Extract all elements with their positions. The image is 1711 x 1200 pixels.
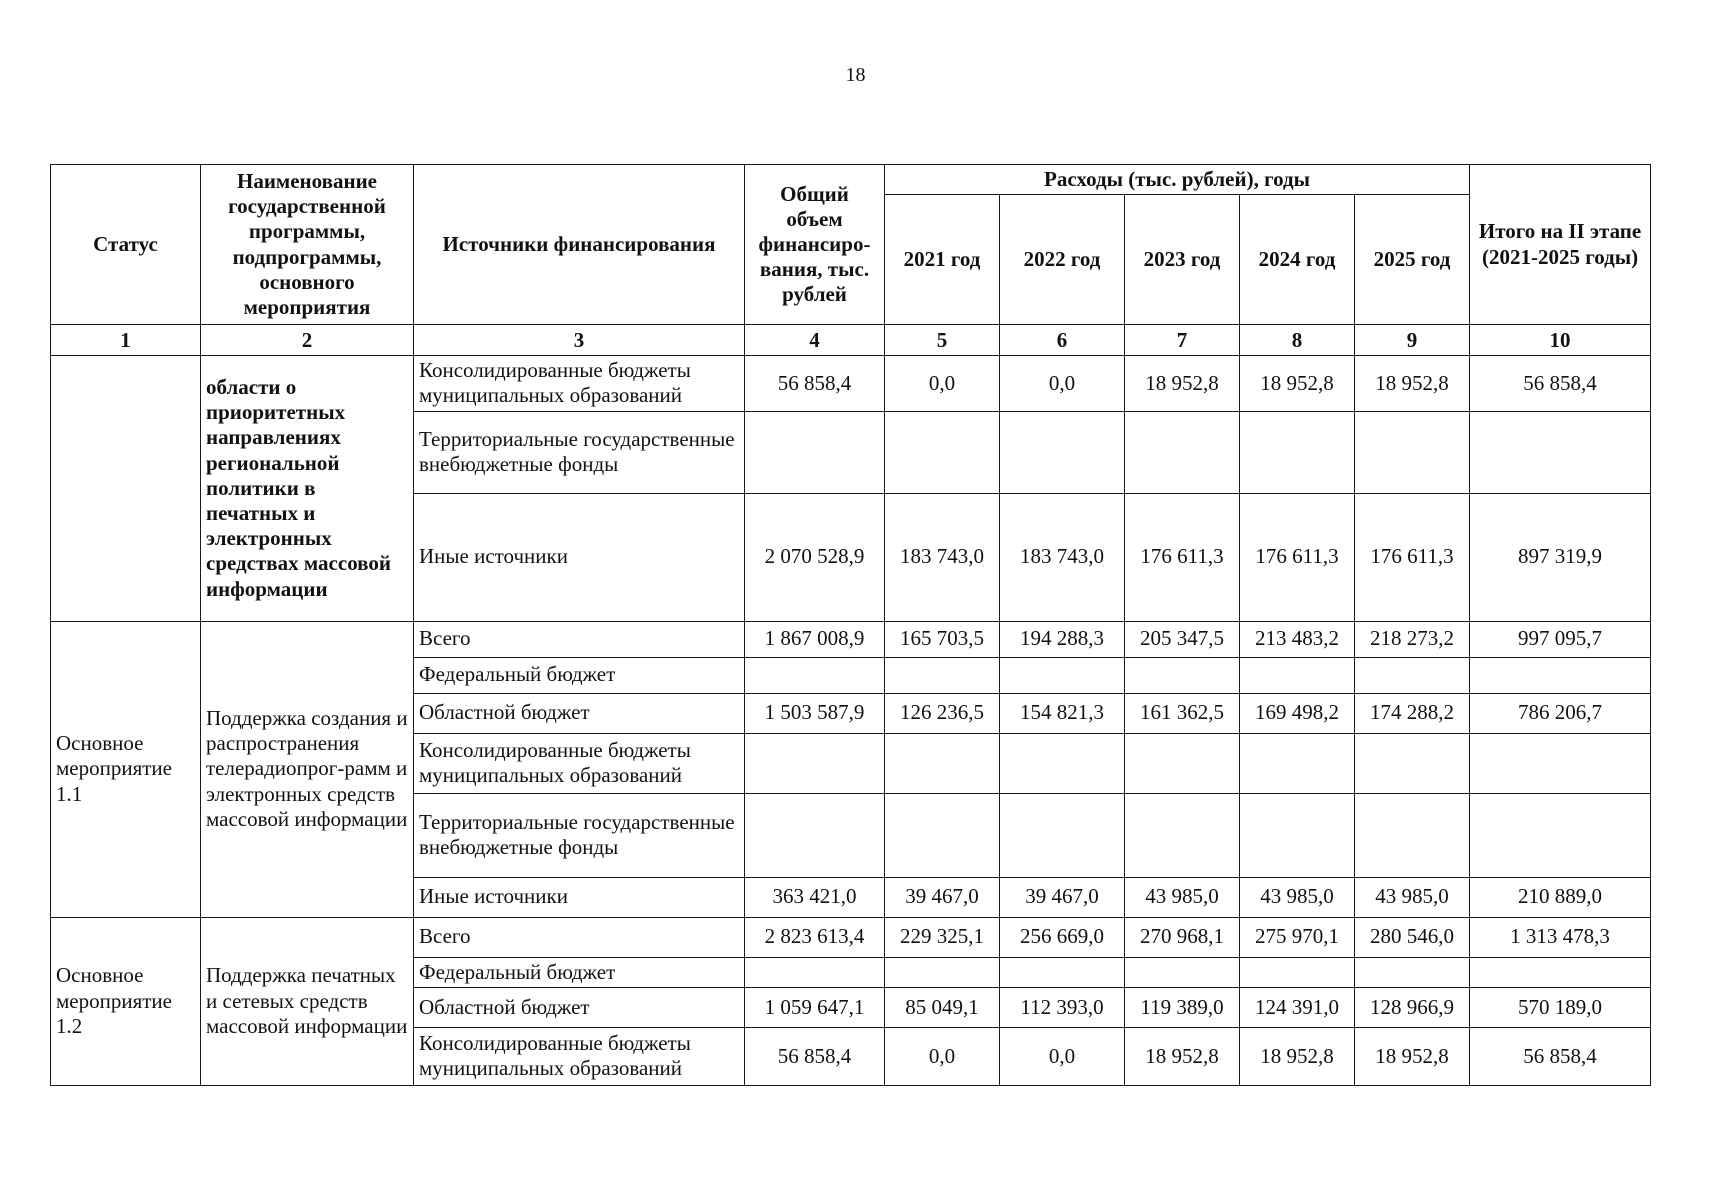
value-cell: 2 823 613,4 (745, 917, 885, 957)
header-stage-total: Итого на II этапе (2021-2025 годы) (1470, 165, 1651, 325)
value-cell (885, 657, 1000, 693)
header-sources: Источники финансирования (414, 165, 745, 325)
source-cell: Консолидированные бюджеты муниципальных образований (414, 1027, 745, 1085)
value-cell: 43 985,0 (1240, 877, 1355, 917)
source-cell: Иные источники (414, 877, 745, 917)
value-cell (885, 733, 1000, 793)
value-cell (745, 411, 885, 493)
value-cell: 56 858,4 (745, 356, 885, 411)
value-cell: 363 421,0 (745, 877, 885, 917)
value-cell: 169 498,2 (1240, 693, 1355, 733)
value-cell: 18 952,8 (1240, 356, 1355, 411)
value-cell: 18 952,8 (1240, 1027, 1355, 1085)
value-cell (1470, 657, 1651, 693)
value-cell: 85 049,1 (885, 987, 1000, 1027)
source-cell: Всего (414, 917, 745, 957)
source-cell: Территориальные государственные внебюджетные фонды (414, 793, 745, 877)
column-number: 1 (51, 325, 201, 356)
header-expenses-group: Расходы (тыс. рублей), годы (885, 165, 1470, 195)
value-cell (1470, 793, 1651, 877)
value-cell: 205 347,5 (1125, 621, 1240, 657)
value-cell: 786 206,7 (1470, 693, 1651, 733)
value-cell (1000, 411, 1125, 493)
value-cell (1000, 957, 1125, 987)
value-cell: 18 952,8 (1355, 1027, 1470, 1085)
source-cell: Областной бюджет (414, 987, 745, 1027)
column-number: 4 (745, 325, 885, 356)
value-cell: 0,0 (1000, 356, 1125, 411)
table-row (51, 356, 1651, 411)
financing-table (50, 164, 1651, 1086)
value-cell (1240, 733, 1355, 793)
table-row (51, 917, 1651, 957)
status-cell (51, 356, 201, 621)
column-number: 9 (1355, 325, 1470, 356)
value-cell: 119 389,0 (1125, 987, 1240, 1027)
value-cell: 1 867 008,9 (745, 621, 885, 657)
value-cell: 229 325,1 (885, 917, 1000, 957)
value-cell: 56 858,4 (745, 1027, 885, 1085)
header-name: Наименование государственной программы, подпрограммы, основного мероприятия (201, 165, 414, 325)
value-cell: 154 821,3 (1000, 693, 1125, 733)
program-name-cell: Поддержка создания и распространения телерадиопрог-рамм и электронных средств массовой информации (201, 621, 414, 917)
value-cell (745, 657, 885, 693)
value-cell: 570 189,0 (1470, 987, 1651, 1027)
value-cell (1240, 657, 1355, 693)
value-cell: 18 952,8 (1355, 356, 1470, 411)
value-cell: 176 611,3 (1125, 493, 1240, 621)
header-year-2025: 2025 год (1355, 195, 1470, 325)
status-cell: Основное мероприятие 1.1 (51, 621, 201, 917)
source-cell: Территориальные государственные внебюджетные фонды (414, 411, 745, 493)
value-cell: 2 070 528,9 (745, 493, 885, 621)
value-cell: 183 743,0 (885, 493, 1000, 621)
value-cell (1355, 657, 1470, 693)
value-cell: 39 467,0 (885, 877, 1000, 917)
value-cell (1125, 957, 1240, 987)
value-cell: 39 467,0 (1000, 877, 1125, 917)
value-cell (1000, 657, 1125, 693)
value-cell (745, 793, 885, 877)
value-cell (1355, 411, 1470, 493)
value-cell: 183 743,0 (1000, 493, 1125, 621)
value-cell (1000, 793, 1125, 877)
column-numbers-row (51, 325, 1651, 356)
header-year-2021: 2021 год (885, 195, 1000, 325)
value-cell: 897 319,9 (1470, 493, 1651, 621)
source-cell: Консолидированные бюджеты муниципальных образований (414, 733, 745, 793)
column-number: 6 (1000, 325, 1125, 356)
value-cell (885, 957, 1000, 987)
value-cell: 56 858,4 (1470, 356, 1651, 411)
value-cell: 124 391,0 (1240, 987, 1355, 1027)
source-cell: Иные источники (414, 493, 745, 621)
value-cell: 213 483,2 (1240, 621, 1355, 657)
value-cell: 161 362,5 (1125, 693, 1240, 733)
value-cell: 176 611,3 (1240, 493, 1355, 621)
value-cell (1355, 793, 1470, 877)
value-cell (1355, 733, 1470, 793)
source-cell: Всего (414, 621, 745, 657)
value-cell: 112 393,0 (1000, 987, 1125, 1027)
page-number: 18 (845, 64, 866, 86)
source-cell: Федеральный бюджет (414, 657, 745, 693)
value-cell: 1 313 478,3 (1470, 917, 1651, 957)
value-cell (1355, 957, 1470, 987)
value-cell: 18 952,8 (1125, 356, 1240, 411)
value-cell (1470, 957, 1651, 987)
value-cell (1470, 733, 1651, 793)
value-cell (1470, 411, 1651, 493)
value-cell: 1 059 647,1 (745, 987, 885, 1027)
value-cell: 194 288,3 (1000, 621, 1125, 657)
value-cell (1000, 733, 1125, 793)
value-cell: 128 966,9 (1355, 987, 1470, 1027)
value-cell: 0,0 (1000, 1027, 1125, 1085)
value-cell: 18 952,8 (1125, 1027, 1240, 1085)
value-cell (1125, 411, 1240, 493)
column-number: 10 (1470, 325, 1651, 356)
source-cell: Консолидированные бюджеты муниципальных образований (414, 356, 745, 411)
value-cell: 174 288,2 (1355, 693, 1470, 733)
value-cell: 210 889,0 (1470, 877, 1651, 917)
value-cell: 1 503 587,9 (745, 693, 885, 733)
value-cell: 43 985,0 (1355, 877, 1470, 917)
source-cell: Федеральный бюджет (414, 957, 745, 987)
column-number: 8 (1240, 325, 1355, 356)
value-cell: 218 273,2 (1355, 621, 1470, 657)
value-cell: 43 985,0 (1125, 877, 1240, 917)
header-year-2024: 2024 год (1240, 195, 1355, 325)
value-cell (1240, 957, 1355, 987)
value-cell: 56 858,4 (1470, 1027, 1651, 1085)
value-cell: 165 703,5 (885, 621, 1000, 657)
status-cell: Основное мероприятие 1.2 (51, 917, 201, 1085)
value-cell: 270 968,1 (1125, 917, 1240, 957)
value-cell: 256 669,0 (1000, 917, 1125, 957)
program-name-cell: Поддержка печатных и сетевых средств массовой информации (201, 917, 414, 1085)
value-cell (1240, 411, 1355, 493)
column-number: 2 (201, 325, 414, 356)
header-year-2023: 2023 год (1125, 195, 1240, 325)
value-cell (745, 733, 885, 793)
value-cell: 0,0 (885, 356, 1000, 411)
value-cell: 280 546,0 (1355, 917, 1470, 957)
source-cell: Областной бюджет (414, 693, 745, 733)
table-row (51, 621, 1651, 657)
column-number: 5 (885, 325, 1000, 356)
value-cell (885, 793, 1000, 877)
value-cell (885, 411, 1000, 493)
value-cell: 997 095,7 (1470, 621, 1651, 657)
value-cell (1125, 793, 1240, 877)
value-cell: 126 236,5 (885, 693, 1000, 733)
value-cell (745, 957, 885, 987)
program-name-cell: области о приоритетных направлениях региональной политики в печатных и электронных средствах массовой информации (201, 356, 414, 621)
column-number: 3 (414, 325, 745, 356)
value-cell: 176 611,3 (1355, 493, 1470, 621)
value-cell (1240, 793, 1355, 877)
value-cell: 275 970,1 (1240, 917, 1355, 957)
value-cell: 0,0 (885, 1027, 1000, 1085)
value-cell (1125, 733, 1240, 793)
value-cell (1125, 657, 1240, 693)
header-year-2022: 2022 год (1000, 195, 1125, 325)
header-status: Статус (51, 165, 201, 325)
header-total-volume: Общий объем финансиро-вания, тыс. рублей (745, 165, 885, 325)
column-number: 7 (1125, 325, 1240, 356)
